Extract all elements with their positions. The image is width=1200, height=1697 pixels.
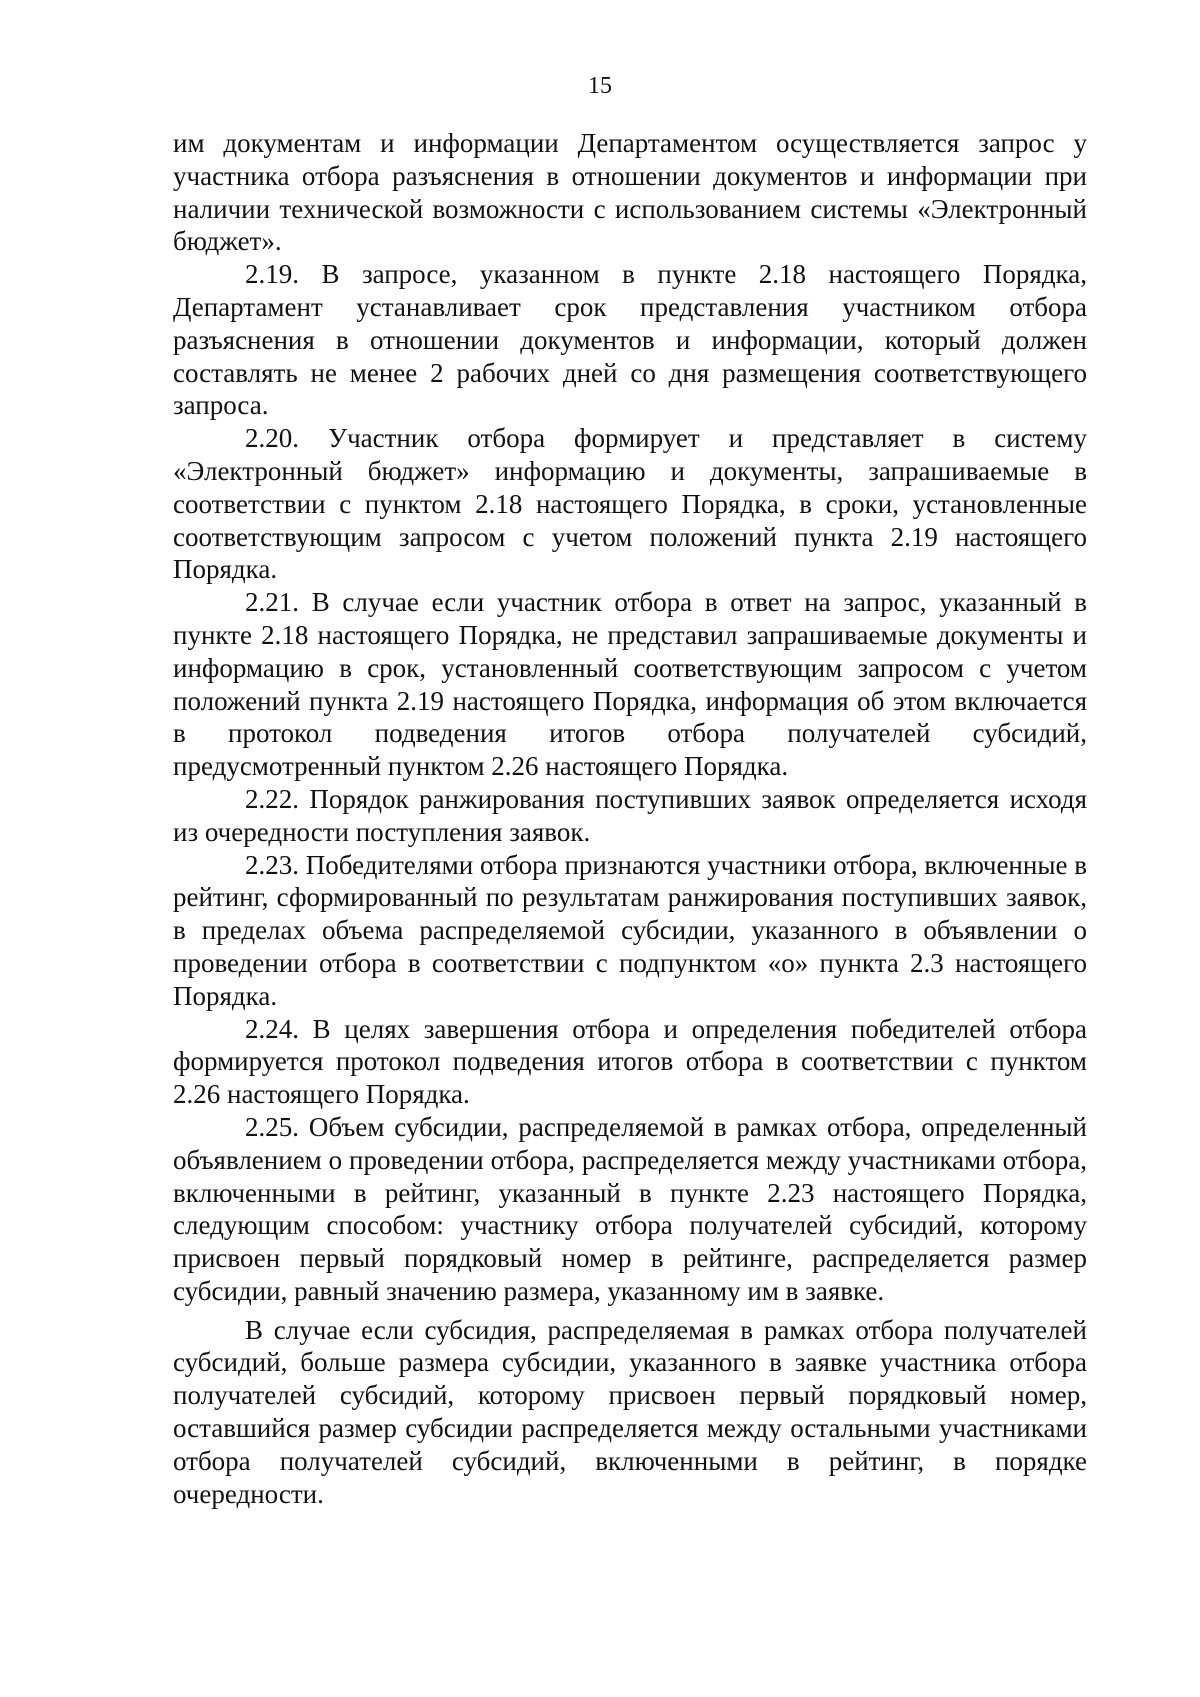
paragraph-2-25-continued: В случае если субсидия, распределяемая в рамках отбора получателей субсидий, больше размера субсидии, указанного в заявке участника отбора получателей субсидий, которому присвоен первый порядковый номер, оставшийся размер субсидии распределяется между остальными участниками отбора получателей субсидий, включенными в рейтинг, в порядке очередности. bbox=[173, 1314, 1087, 1509]
paragraph-2-19: 2.19. В запросе, указанном в пункте 2.18 настоящего Порядка, Департамент устанавливает срок представления участником отбора разъяснения в отношении документов и информации, который должен составлять не менее 2 рабочих дней со дня размещения соответствующего запроса. bbox=[173, 259, 1087, 421]
paragraph-2-25: 2.25. Объем субсидии, распределяемой в рамках отбора, определенный объявлением о проведении отбора, распределяется между участниками отбора, включенными в рейтинг, указанный в пункте 2.23 настоящего Порядка, следующим способом: участнику отбора получателей субсидий, которому присвоен первый порядковый номер в рейтинге, распределяется размер субсидии, равный значению размера, указанному им в заявке. bbox=[173, 1111, 1087, 1306]
paragraph-2-24: 2.24. В целях завершения отбора и определения победителей отбора формируется протокол подведения итогов отбора в соответствии с пунктом 2.26 настоящего Порядка. bbox=[173, 1013, 1087, 1110]
paragraph-2-20: 2.20. Участник отбора формирует и представляет в систему «Электронный бюджет» информацию и документы, запрашиваемые в соответствии с пунктом 2.18 настоящего Порядка, в сроки, установленные соответствующим запросом с учетом положений пункта 2.19 настоящего Порядка. bbox=[173, 423, 1087, 585]
document-body bbox=[173, 127, 1087, 1510]
paragraph-continuation: им документам и информации Департаментом осуществляется запрос у участника отбора разъяснения в отношении документов и информации при наличии технической возможности с использованием системы «Электронный бюджет». bbox=[173, 128, 1087, 257]
page-number: 15 bbox=[588, 73, 612, 99]
paragraph-2-23: 2.23. Победителями отбора признаются участники отбора, включенные в рейтинг, сформированный по результатам ранжирования поступивших заявок, в пределах объема распределяемой субсидии, указанного в объявлении о проведении отбора в соответствии с подпунктом «о» пункта 2.3 настоящего Порядка. bbox=[173, 849, 1087, 1011]
paragraph-2-22: 2.22. Порядок ранжирования поступивших заявок определяется исходя из очередности поступления заявок. bbox=[173, 783, 1087, 847]
paragraph-2-21: 2.21. В случае если участник отбора в ответ на запрос, указанный в пункте 2.18 настоящего Порядка, не представил запрашиваемые документы и информацию в срок, установленный соответствующим запросом с учетом положений пункта 2.19 настоящего Порядка, информация об этом включается в протокол подведения итогов отбора получателей субсидий, предусмотренный пунктом 2.26 настоящего Порядка. bbox=[173, 587, 1087, 782]
